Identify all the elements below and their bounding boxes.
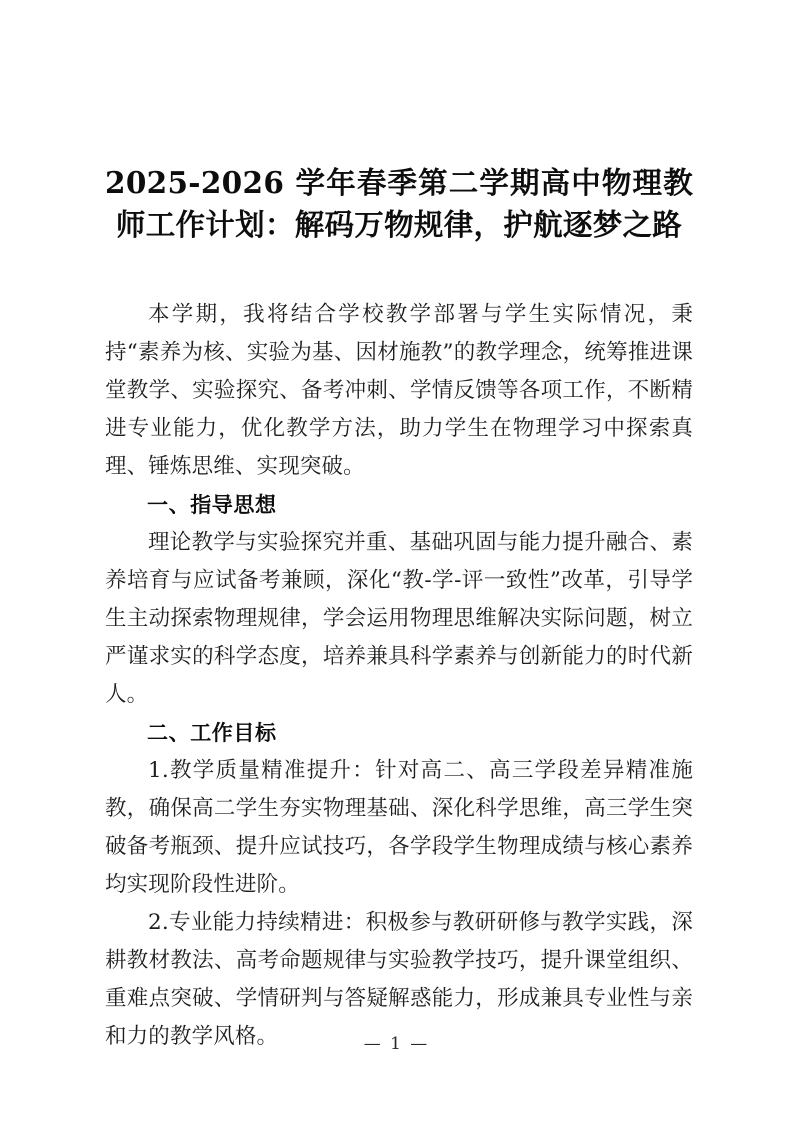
section-heading-guiding-ideology: 一、指导思想 — [147, 493, 277, 517]
page-number-footer: — 1 — — [363, 1034, 430, 1054]
page-title: 2025-2026 学年春季第二学期高中物理教师工作计划：解码万物规律，护航逐梦之路 — [105, 164, 693, 242]
document-body — [105, 296, 693, 1056]
intro-paragraph: 本学期，我将结合学校教学部署与学生实际情况，秉持“素养为核、实验为基、因材施教”的教学理念，统筹推进课堂教学、实验探究、备考冲刺、学情反馈等各项工作，不断精进专业能力，优化教学方法，助力学生在物理学习中探索真理、锤炼思维、实现突破。 — [105, 302, 693, 479]
section-heading-work-objectives: 二、工作目标 — [147, 721, 277, 745]
section-paragraph-work-objectives-2: 2.专业能力持续精进：积极参与教研研修与教学实践，深耕教材教法、高考命题规律与实验教学技巧，提升课堂组织、重难点突破、学情研判与答疑解惑能力，形成兼具专业性与亲和力的教学风格。 — [105, 910, 693, 1049]
section-paragraph-work-objectives-1: 1.教学质量精准提升：针对高二、高三学段差异精准施教，确保高二学生夯实物理基础、深化科学思维，高三学生突破备考瓶颈、提升应试技巧，各学段学生物理成绩与核心素养均实现阶段性进阶。 — [105, 758, 693, 897]
section-paragraph-guiding-ideology-1: 理论教学与实验探究并重、基础巩固与能力提升融合、素养培育与应试备考兼顾，深化“教-学-评一致性”改革，引导学生主动探索物理规律，学会运用物理思维解决实际问题，树立严谨求实的科学态度，培养兼具科学素养与创新能力的时代新人。 — [105, 530, 693, 707]
